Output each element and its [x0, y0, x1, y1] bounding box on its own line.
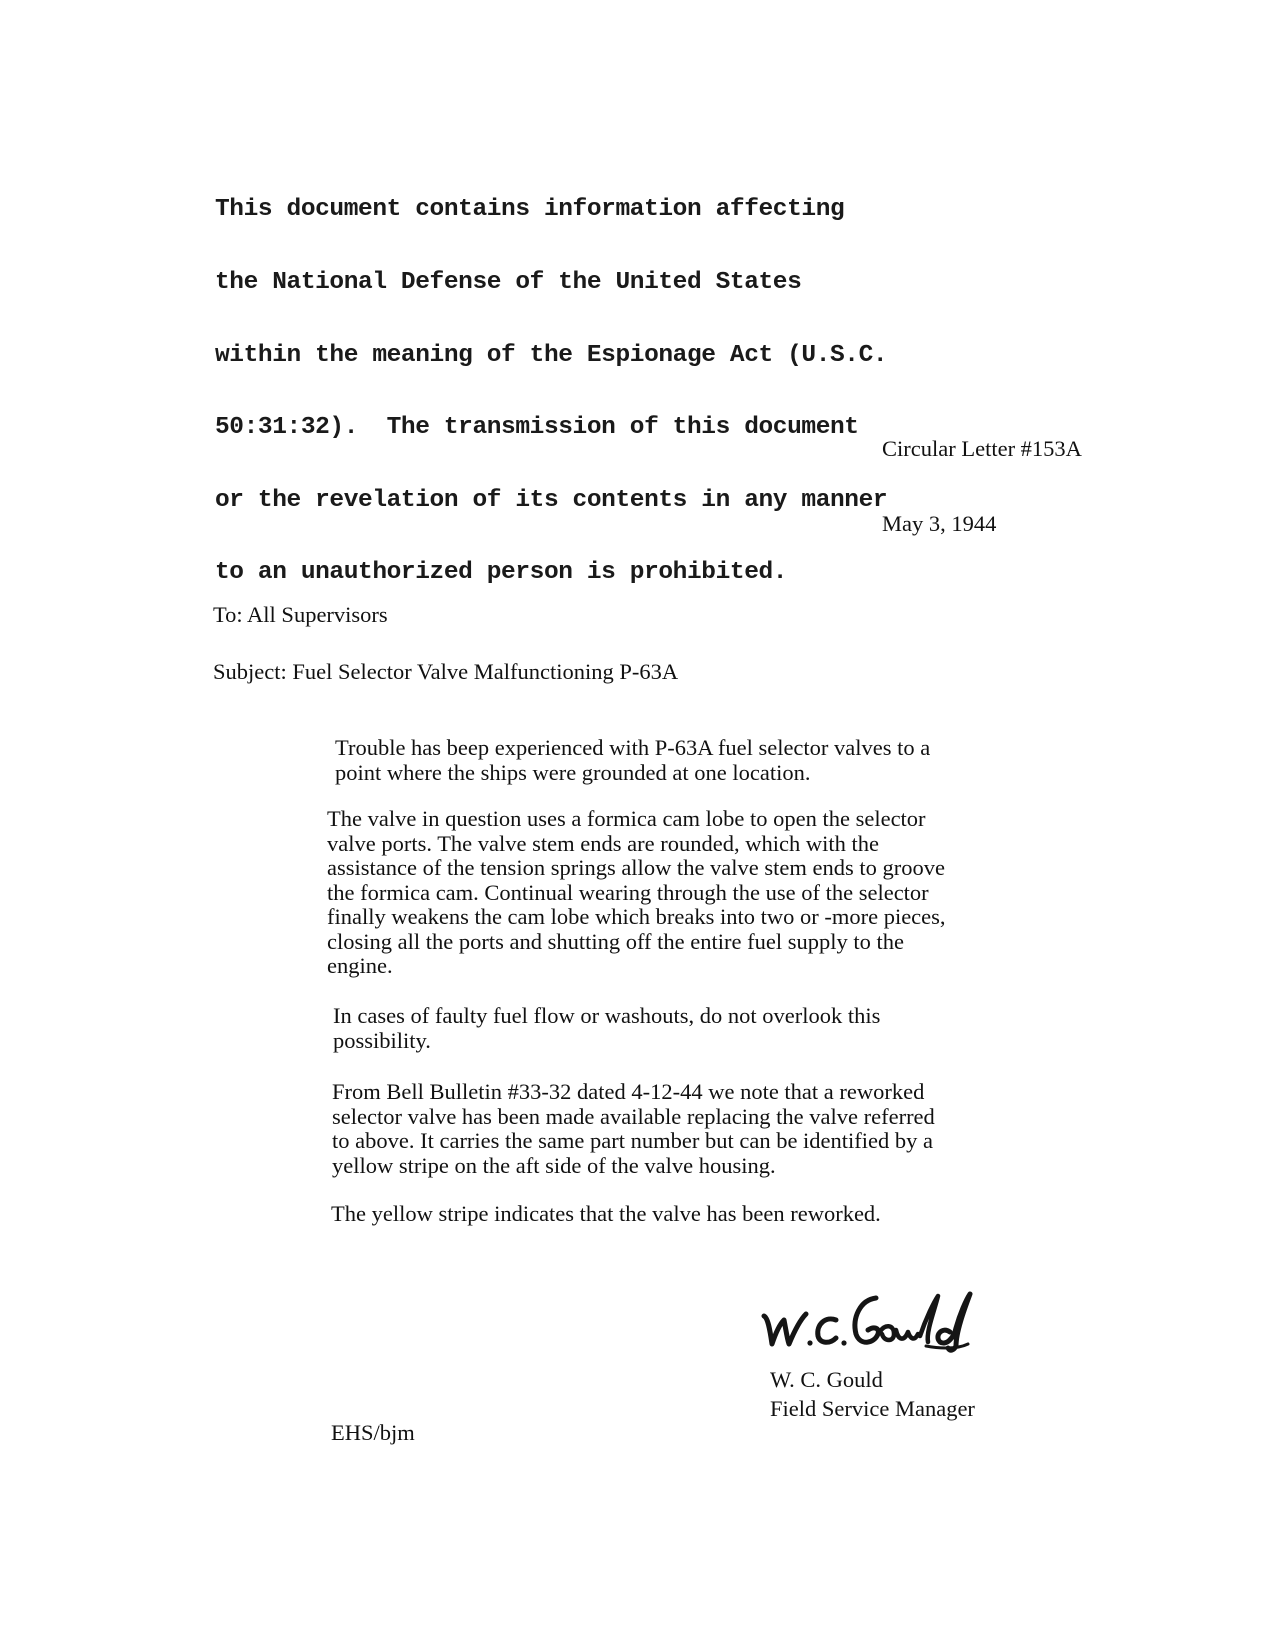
letter-date: May 3, 1944 — [882, 511, 997, 536]
reference-initials: EHS/bjm — [331, 1420, 415, 1445]
paragraph-line: to above. It carries the same part number but can be identified by a — [332, 1128, 934, 1153]
paragraph-line: closing all the ports and shutting off the entire fuel supply to the — [327, 928, 904, 954]
paragraph-yellow-stripe — [331, 1202, 1031, 1227]
paragraph-line: possibility. — [333, 1027, 431, 1053]
notice-line: the National Defense of the United States — [215, 269, 802, 297]
paragraph-line: the formica cam. Continual wearing through the use of the selector — [327, 879, 929, 905]
paragraph-line: finally weakens the cam lobe which breaks into two or -more pieces, — [327, 904, 946, 929]
paragraph-line: Trouble has beep experienced with P-63A fuel selector valves to a — [335, 735, 931, 760]
notice-line: within the meaning of the Espionage Act (U.S.C. — [215, 341, 888, 369]
paragraph-line: The valve in question uses a formica cam lobe to open the selector — [327, 806, 926, 831]
signatory-title: Field Service Manager — [770, 1396, 975, 1421]
circular-letter-number: Circular Letter #153A — [882, 436, 1082, 461]
paragraph-faulty-fuel-flow — [333, 1004, 1033, 1053]
paragraph-line: yellow stripe on the aft side of the valve housing. — [332, 1152, 776, 1178]
espionage-act-notice — [215, 150, 935, 634]
paragraph-bell-bulletin — [332, 1080, 1032, 1178]
notice-line: to an unauthorized person is prohibited. — [215, 559, 788, 587]
paragraph-line: point where the ships were grounded at one location. — [335, 759, 811, 785]
notice-line: This document contains information affecting — [215, 196, 845, 224]
recipient-line: To: All Supervisors — [213, 602, 388, 627]
paragraph-line: engine. — [327, 953, 393, 978]
notice-line: or the revelation of its contents in any manner — [215, 486, 888, 514]
paragraph-line: In cases of faulty fuel flow or washouts, do not overlook this — [333, 1003, 881, 1028]
subject-line: Subject: Fuel Selector Valve Malfunctioning P-63A — [213, 659, 679, 684]
paragraph-line: The yellow stripe indicates that the valve has been reworked. — [331, 1201, 881, 1226]
handwritten-signature — [756, 1288, 986, 1368]
paragraph-line: assistance of the tension springs allow the valve stem ends to groove — [327, 855, 945, 880]
paragraph-trouble — [335, 736, 1035, 785]
paragraph-line: selector valve has been made available replacing the valve referred — [332, 1103, 935, 1129]
paragraph-valve-description — [327, 807, 1027, 979]
signatory-name: W. C. Gould — [770, 1367, 883, 1392]
paragraph-line: From Bell Bulletin #33-32 dated 4-12-44 we note that a reworked — [332, 1079, 925, 1104]
paragraph-line: valve ports. The valve stem ends are rounded, which with the — [327, 830, 879, 856]
notice-line: 50:31:32). The transmission of this document — [215, 414, 859, 442]
